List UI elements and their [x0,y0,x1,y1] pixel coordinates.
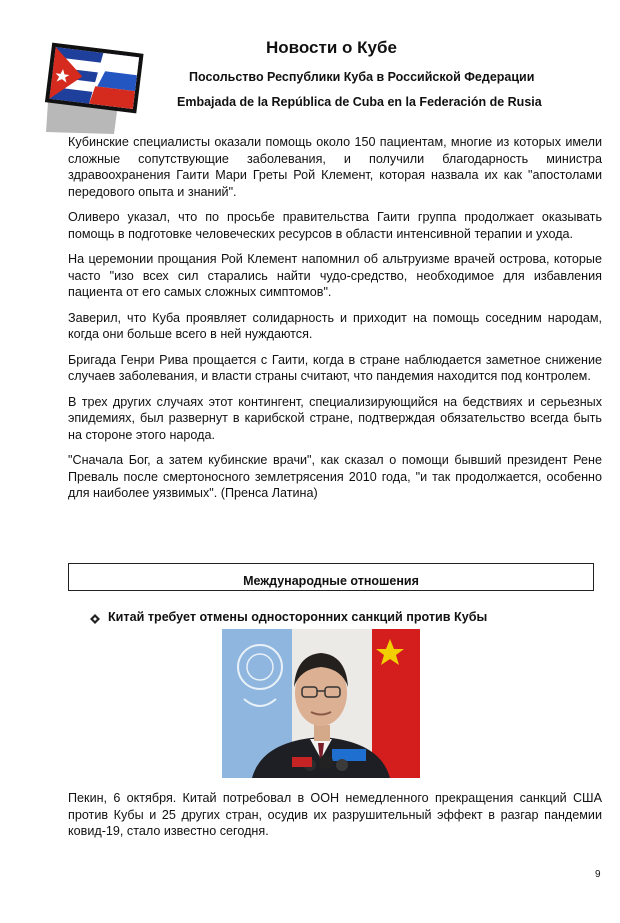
section-header-box [68,563,594,591]
diamond-bullet-icon [90,613,100,623]
speaker-at-podium-photo [222,629,420,778]
page-title: Новости о Кубе [266,38,397,57]
page-number: 9 [595,869,601,880]
article-paragraph: Бригада Генри Рива прощается с Гаити, когда в стране наблюдается заметное снижение случаев заболевания, и власти страны считают, что пандемия находится под контролем. [68,352,602,383]
article-paragraph: В трех других случаях этот контингент, специализирующийся на бедствиях и серьезных эпидемиях, был развернут в карибской стране, подтверждая обязательство всегда быть на стороне этого народа. [68,394,602,442]
article-paragraph: Заверил, что Куба проявляет солидарность и приходит на помощь соседним народам, когда они больше всего в ней нуждаются. [68,310,602,341]
article-paragraph: Оливеро указал, что по просьбе правительства Гаити группа продолжает оказывать помощь в подготовке человеческих ресурсов в области интенсивной терапии и ухода. [68,210,602,241]
article-body [68,134,602,511]
embassy-name-ru: Посольство Республики Куба в Российской Федерации [189,70,535,84]
article-paragraph: "Сначала Бог, а затем кубинские врачи", как сказал о помощи бывший президент Рене Преваль после смертоносного землетрясения 2010 года, "и так продолжается, особенно для наиболее уязвимых". (Пренса Латина) [68,453,602,500]
section-title: Международные отношения [243,574,419,588]
news-body [68,790,602,840]
cuba-russia-flags-logo [42,40,146,134]
news-headline[interactable] [90,610,487,624]
article-paragraph: На церемонии прощания Рой Клемент напомнил об альтруизме врачей острова, которые часто "изо всех сил старались найти чудо-средство, необходимое для избавления пациента от его самых сложных симптомов". [68,252,602,299]
news-paragraph: Пекин, 6 октября. Китай потребовал в ООН немедленного прекращения санкций США против Кубы и 25 других стран, осудив их разрушительный эффект в разгар пандемии ковид-19, стало известно сегодня. [68,791,602,838]
article-paragraph: Кубинские специалисты оказали помощь около 150 пациентам, многие из которых имели сложные сопутствующие заболевания, и получили благодарность министра здравоохранения Гаити Мари Греты Рой Клемент, которая назвала их как "апостолами передового опыта и знаний". [68,135,602,199]
news-headline-text: Китай требует отмены односторонних санкций против Кубы [108,610,488,624]
embassy-name-es: Embajada de la República de Cuba en la Federación de Rusia [177,95,542,109]
